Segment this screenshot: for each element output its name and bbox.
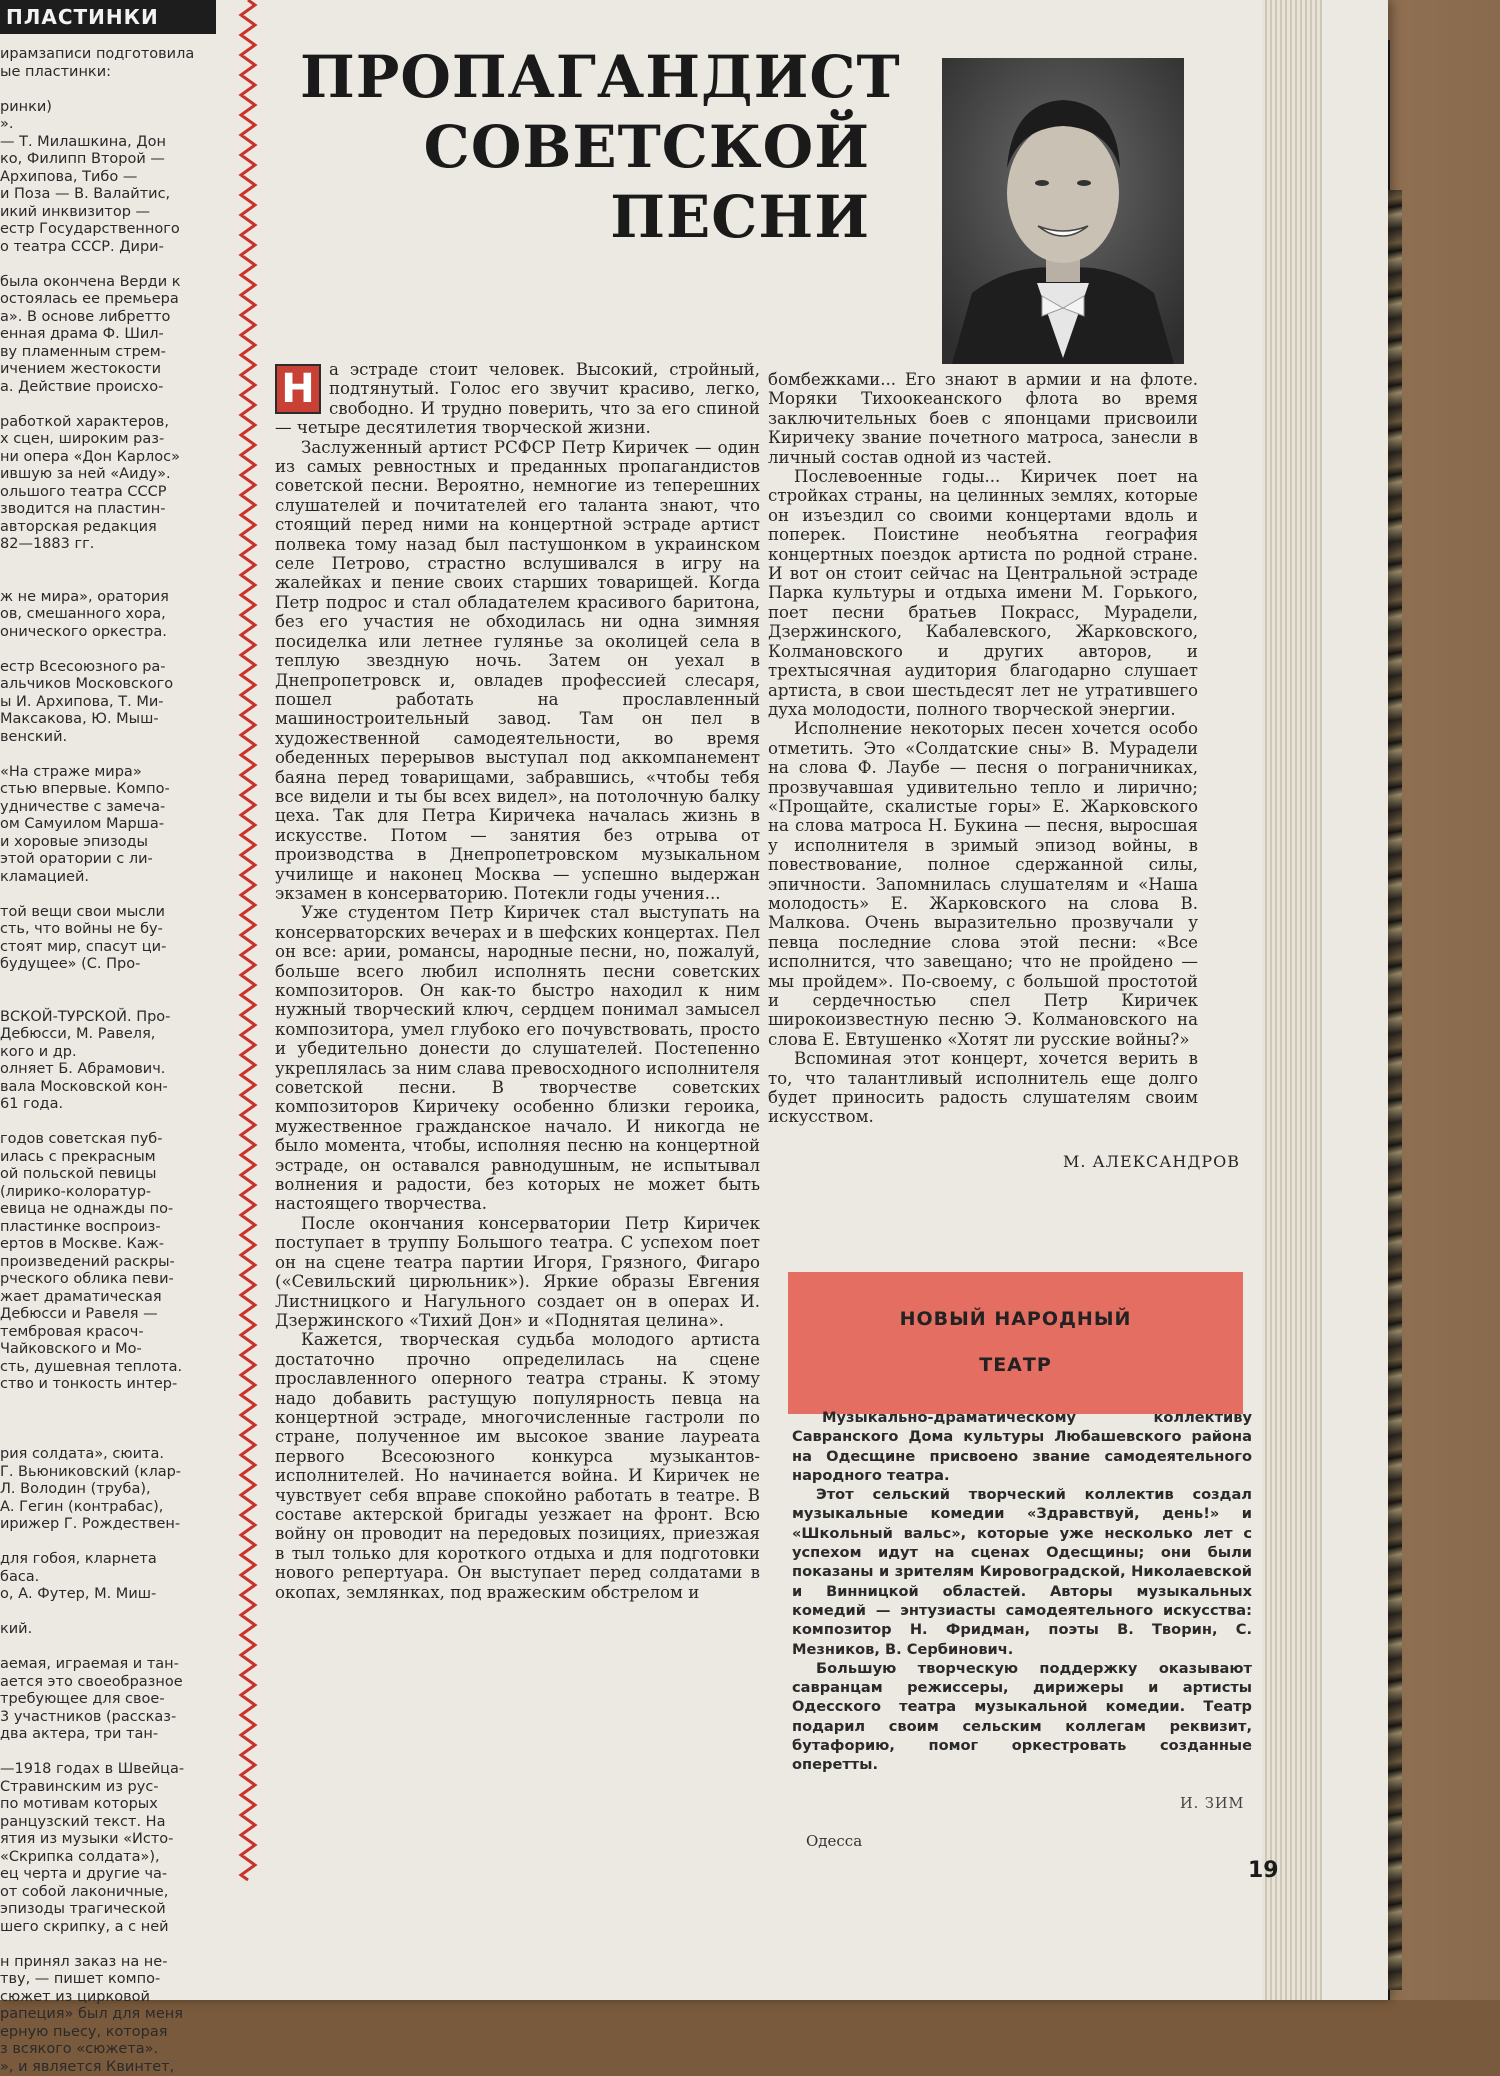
- previous-article-line: альчиков Московского: [0, 676, 228, 694]
- previous-article-line: [0, 554, 228, 572]
- previous-article-line: кламацией.: [0, 869, 228, 887]
- previous-article-line: (лирико-колоратур-: [0, 1184, 228, 1202]
- previous-article-line: и Поза — В. Валайтис,: [0, 186, 228, 204]
- previous-article-line: будущее» (С. Про-: [0, 956, 228, 974]
- previous-article-line: ринки): [0, 99, 228, 117]
- previous-article-line: [0, 1394, 228, 1412]
- news-heading-box: [788, 1272, 1243, 1414]
- previous-article-line: сть, что войны не бу-: [0, 921, 228, 939]
- section-heading: ПЛАСТИНКИ: [0, 0, 216, 34]
- previous-article-line: рия солдата», сюита.: [0, 1446, 228, 1464]
- previous-article-line: Архипова, Тибо —: [0, 169, 228, 187]
- previous-article-line: шего скрипку, а с ней: [0, 1919, 228, 1937]
- paragraph: Вспоминая этот концерт, хочется верить в то, что талантливый исполнитель еще долго будет приносить радость слушателям своим искусством.: [768, 1049, 1198, 1127]
- previous-article-line: ко, Филипп Второй —: [0, 151, 228, 169]
- previous-article-line: олняет Б. Абрамович.: [0, 1061, 228, 1079]
- previous-article-line: — Т. Милашкина, Дон: [0, 134, 228, 152]
- previous-article-line: пластинке воспроиз-: [0, 1219, 228, 1237]
- previous-article-line: [0, 1114, 228, 1132]
- previous-article-line: кого и др.: [0, 1044, 228, 1062]
- previous-article-line: о, А. Футер, М. Миш-: [0, 1586, 228, 1604]
- previous-article-line: ец черта и другие ча-: [0, 1866, 228, 1884]
- news-heading-line-2: ТЕАТР: [788, 1342, 1243, 1388]
- previous-article-line: тву, — пишет компо-: [0, 1971, 228, 1989]
- previous-article-line: х сцен, широким раз-: [0, 431, 228, 449]
- paragraph: Большую творческую поддержку оказывают савранцам режиссеры, дирижеры и артисты Одесского театра музыкальной комедии. Театр подарил своим сельским коллегам реквизит, бутафорию, помог оркестровать созданные оперетты.: [792, 1659, 1252, 1775]
- previous-article-line: ранцузский текст. На: [0, 1814, 228, 1832]
- previous-article-line: а. Действие происхо-: [0, 379, 228, 397]
- news-signature: И. ЗИМ: [1180, 1796, 1244, 1812]
- previous-article-line: авторская редакция: [0, 519, 228, 537]
- previous-article-line: аемая, играемая и тан-: [0, 1656, 228, 1674]
- paragraph: Кажется, творческая судьба молодого артиста достаточно прочно определилась на сцене прославленного оперного театра страны. К этому надо добавить растущую популярность певца на концертной эстраде, многочисленные гастроли по стране, полученное им высокое звание лауреата первого Всесоюзного конкурса музыкантов-исполнителей. Но начинается война. И Киричек не чувствует себя вправе спокойно работать в театре. В составе актерской бригады уезжает на фронт. Всю войну он проводит на передовых позициях, приезжая в тыл только для короткого отдыха и для подготовки нового репертуара. Он выступает перед солдатами в окопах, землянках, под вражеским обстрелом и: [275, 1330, 760, 1602]
- article-column-1: [275, 360, 760, 1602]
- previous-article-line: произведений раскры-: [0, 1254, 228, 1272]
- previous-article-line: ирижер Г. Рождествен-: [0, 1516, 228, 1534]
- previous-article-line: кий.: [0, 1621, 228, 1639]
- previous-article-line: евица не однажды по-: [0, 1201, 228, 1219]
- previous-article-line: з всякого «сюжета».: [0, 2041, 228, 2059]
- previous-article-line: вала Московской кон-: [0, 1079, 228, 1097]
- news-city: Одесса: [806, 1832, 862, 1850]
- previous-article-line: ерную пьесу, которая: [0, 2024, 228, 2042]
- previous-article-line: [0, 1534, 228, 1552]
- previous-article-line: ятия из музыки «Исто-: [0, 1831, 228, 1849]
- previous-article-line: той вещи свои мысли: [0, 904, 228, 922]
- previous-article-line: естр Государственного: [0, 221, 228, 239]
- paragraph: бомбежками... Его знают в армии и на флоте. Моряки Тихоокеанского флота во время заключительных боев с японцами присвоили Киричеку звание почетного матроса, занесли в личный состав одной из частей.: [768, 370, 1198, 467]
- drop-cap: Н: [275, 364, 321, 414]
- previous-article-column: [0, 0, 232, 2000]
- previous-article-line: баса.: [0, 1569, 228, 1587]
- previous-article-line: о театра СССР. Дири-: [0, 239, 228, 257]
- previous-article-line: Максакова, Ю. Мыш-: [0, 711, 228, 729]
- previous-article-line: икий инквизитор —: [0, 204, 228, 222]
- previous-article-line: ».: [0, 116, 228, 134]
- previous-article-line: 82—1883 гг.: [0, 536, 228, 554]
- title-line-3: ПЕСНИ: [300, 182, 870, 252]
- paragraph: Этот сельский творческий коллектив создал музыкальные комедии «Здравствуй, день!» и «Школьный вальс», которые уже несколько лет с успехом идут на сценах Одесщины; они были показаны и зрителям Кировоградской, Николаевской и Винницкой областей. Авторы музыкальных комедий — энтузиасты самодеятельного искусства: композитор Н. Фридман, поэты В. Творин, С. Мезников, В. Сербинович.: [792, 1485, 1252, 1659]
- previous-article-line: эпизоды трагической: [0, 1901, 228, 1919]
- previous-article-line: ы И. Архипова, Т. Ми-: [0, 694, 228, 712]
- previous-article-line: [0, 1744, 228, 1762]
- previous-article-line: [0, 1639, 228, 1657]
- previous-article-line: [0, 1604, 228, 1622]
- previous-article-line: [0, 1411, 228, 1429]
- previous-article-text: [0, 46, 228, 2076]
- news-article-body: [792, 1408, 1252, 1775]
- previous-article-line: », и является Квинтет,: [0, 2059, 228, 2076]
- previous-article-line: Дебюсси и Равеля —: [0, 1306, 228, 1324]
- previous-article-line: онического оркестра.: [0, 624, 228, 642]
- previous-article-line: ертов в Москве. Каж-: [0, 1236, 228, 1254]
- previous-article-line: Стравинским из рус-: [0, 1779, 228, 1797]
- previous-article-line: ается это своеобразное: [0, 1674, 228, 1692]
- previous-article-line: «Скрипка солдата»),: [0, 1849, 228, 1867]
- previous-article-line: [0, 396, 228, 414]
- previous-article-line: сюжет из цирковой: [0, 1989, 228, 2007]
- previous-article-line: естр Всесоюзного ра-: [0, 659, 228, 677]
- previous-article-line: [0, 746, 228, 764]
- paragraph: Музыкально-драматическому коллективу Савранского Дома культуры Любашевского района на Одесщине присвоено звание самодеятельного народного театра.: [792, 1408, 1252, 1485]
- previous-article-line: ов, смешанного хора,: [0, 606, 228, 624]
- article-column-2: [768, 370, 1198, 1127]
- previous-article-line: Дебюсси, М. Равеля,: [0, 1026, 228, 1044]
- paragraph: а эстраде стоит человек. Высокий, стройный, подтянутый. Голос его звучит красиво, легко, свободно. И трудно поверить, что за его спиной — четыре десятилетия творческой жизни.: [275, 360, 760, 437]
- previous-article-line: ни опера «Дон Карлос»: [0, 449, 228, 467]
- previous-article-line: 3 участников (рассказ-: [0, 1709, 228, 1727]
- previous-article-line: [0, 991, 228, 1009]
- title-line-2: СОВЕТСКОЙ: [300, 112, 870, 182]
- previous-article-line: тембровая красоч-: [0, 1324, 228, 1342]
- previous-article-line: [0, 886, 228, 904]
- paragraph: Исполнение некоторых песен хочется особо отметить. Это «Солдатские сны» В. Мурадели на слова Ф. Лаубе — песня о пограничниках, прозвучавшая удивительно тепло и лирично; «Прощайте, скалистые горы» Е. Жарковского на слова матроса Н. Букина — песня, выросшая у исполнителя в зримый эпизод войны, в повествование, полное сдержанной силы, эпичности. Запомнилась слушателям и «Наша молодость» Е. Жарковского на слова В. Малкова. Очень выразительно прозвучали у певца последние слова этой песни: «Все исполнится, что завещано; что не пройдено — мы пройдем». По-своему, с большой простотой и сердечностью спел Петр Киричек широкоизвестную песню Э. Колмановского на слова Е. Евтушенко «Хотят ли русские войны?»: [768, 719, 1198, 1049]
- previous-article-line: рческого облика певи-: [0, 1271, 228, 1289]
- previous-article-line: Г. Вьюниковский (клар-: [0, 1464, 228, 1482]
- page-number: 19: [1248, 1858, 1279, 1883]
- previous-article-line: а». В основе либретто: [0, 309, 228, 327]
- previous-article-line: ство и тонкость интер-: [0, 1376, 228, 1394]
- article-title: [300, 42, 870, 252]
- previous-article-line: сть, душевная теплота.: [0, 1359, 228, 1377]
- previous-article-line: [0, 256, 228, 274]
- previous-article-line: ившую за ней «Аиду».: [0, 466, 228, 484]
- previous-article-line: Чайковского и Мо-: [0, 1341, 228, 1359]
- previous-article-line: стоят мир, спасут ци-: [0, 939, 228, 957]
- previous-article-line: ж не мира», оратория: [0, 589, 228, 607]
- previous-article-line: по мотивам которых: [0, 1796, 228, 1814]
- previous-article-line: «На страже мира»: [0, 764, 228, 782]
- previous-article-line: венский.: [0, 729, 228, 747]
- previous-article-line: от собой лаконичные,: [0, 1884, 228, 1902]
- previous-article-line: работкой характеров,: [0, 414, 228, 432]
- previous-article-line: требующее для свое-: [0, 1691, 228, 1709]
- previous-article-line: для гобоя, кларнета: [0, 1551, 228, 1569]
- previous-article-line: [0, 1936, 228, 1954]
- previous-article-line: 61 года.: [0, 1096, 228, 1114]
- previous-article-line: ву пламенным стрем-: [0, 344, 228, 362]
- previous-article-line: остоялась ее премьера: [0, 291, 228, 309]
- previous-article-line: этой оратории с ли-: [0, 851, 228, 869]
- previous-article-line: годов советская пуб-: [0, 1131, 228, 1149]
- previous-article-line: Л. Володин (труба),: [0, 1481, 228, 1499]
- previous-article-line: и хоровые эпизоды: [0, 834, 228, 852]
- singer-portrait-photo: [942, 58, 1184, 364]
- previous-article-line: ВСКОЙ-ТУРСКОЙ. Про-: [0, 1009, 228, 1027]
- paragraph: После окончания консерватории Петр Киричек поступает в труппу Большого театра. С успехом поет он на сцене театра партии Игоря, Грязного, Фигаро («Севильский цирюльник»). Яркие образы Евгения Листницкого и Нагульного создает он в операх И. Дзержинского «Тихий Дон» и «Поднятая целина».: [275, 1214, 760, 1330]
- previous-article-line: ирамзаписи подготовила: [0, 46, 228, 64]
- previous-article-line: два актера, три тан-: [0, 1726, 228, 1744]
- previous-article-line: ичением жестокости: [0, 361, 228, 379]
- previous-article-line: А. Гегин (контрабас),: [0, 1499, 228, 1517]
- previous-article-line: удничестве с замеча-: [0, 799, 228, 817]
- title-line-1: ПРОПАГАНДИСТ: [300, 42, 870, 112]
- paragraph: Заслуженный артист РСФСР Петр Киричек — один из самых ревностных и преданных пропагандистов советской песни. Вероятно, немногие из теперешних слушателей и почитателей его таланта знают, что стоящий перед ними на концертной эстраде артист полвека тому назад был пастушонком в украинском селе Петрово, страстно вслушивался в игру на жалейках и пение своих старших товарищей. Когда Петр подрос и стал обладателем красивого баритона, без его участия не обходилась ни одна зимняя посиделка или летнее гулянье за околицей села в теплую звездную ночь. Затем он уехал в Днепропетровск и, овладев профессией слесаря, пошел работать на прославленный машиностроительный завод. Там он пел в художественной самодеятельности, во время обеденных перерывов выступал под аккомпанемент баяна перед товарищами, забравшись, «чтобы тебя все видели и ты бы всех видел», на потолочную балку цеха. Так для Петра Киричека началась жизнь в искусстве. Потом — занятия без отрыва от производства в Днепропетровском музыкальном училище и наконец Москва — успешно выдержан экзамен в консерваторию. Потекли годы учения...: [275, 438, 760, 904]
- previous-article-line: [0, 571, 228, 589]
- zigzag-divider: [238, 0, 258, 1880]
- previous-article-line: ой польской певицы: [0, 1166, 228, 1184]
- previous-article-line: [0, 1429, 228, 1447]
- previous-article-line: рапеция» был для меня: [0, 2006, 228, 2024]
- article-author: М. АЛЕКСАНДРОВ: [1030, 1152, 1240, 1171]
- previous-article-line: [0, 974, 228, 992]
- previous-article-line: [0, 81, 228, 99]
- paragraph: Послевоенные годы... Киричек поет на стройках страны, на целинных землях, которые он изъездил со своими концертами вдоль и поперек. Поистине необъятна география концертных поездок артиста по родной стране. И вот он стоит сейчас на Центральной эстраде Парка культуры и отдыха имени М. Горького, поет песни братьев Покрасс, Мурадели, Дзержинского, Кабалевского, Жарковского, Колмановского и других авторов, и трехтысячная аудитория благодарно слушает артиста, в свои шестьдесят лет не утратившего духа молодости, полного творческой энергии.: [768, 467, 1198, 719]
- paragraph: Уже студентом Петр Киричек стал выступать на консерваторских вечерах и в шефских концертах. Пел он все: арии, романсы, народные песни, но, пожалуй, больше всего любил исполнять песни советских композиторов. Он как-то быстро находил к ним нужный творческий ключ, сердцем понимал замысел композитора, умел глубоко его почувствовать, просто и убедительно донести до слушателей. Постепенно укреплялась за ним слава превосходного исполнителя советской песни. В творчестве советских композиторов Киричеку особенно близки героика, мужественное гражданское начало. И никогда не было момента, чтобы, исполняя песню на концертной эстраде, он оставался равнодушным, не испытывал волнения и радости, без которых не может быть настоящего творчества.: [275, 903, 760, 1214]
- previous-article-line: —1918 годах в Швейца-: [0, 1761, 228, 1779]
- page-edges: [1262, 0, 1322, 2000]
- previous-article-line: жает драматическая: [0, 1289, 228, 1307]
- previous-article-line: илась с прекрасным: [0, 1149, 228, 1167]
- previous-article-line: была окончена Верди к: [0, 274, 228, 292]
- previous-article-line: стью впервые. Компо-: [0, 781, 228, 799]
- previous-article-line: ом Самуилом Марша-: [0, 816, 228, 834]
- previous-article-line: енная драма Ф. Шил-: [0, 326, 228, 344]
- previous-article-line: ольшого театра СССР: [0, 484, 228, 502]
- previous-article-line: зводится на пластин-: [0, 501, 228, 519]
- news-heading-line-1: НОВЫЙ НАРОДНЫЙ: [788, 1272, 1243, 1342]
- previous-article-line: н принял заказ на не-: [0, 1954, 228, 1972]
- previous-article-line: [0, 641, 228, 659]
- previous-article-line: ые пластинки:: [0, 64, 228, 82]
